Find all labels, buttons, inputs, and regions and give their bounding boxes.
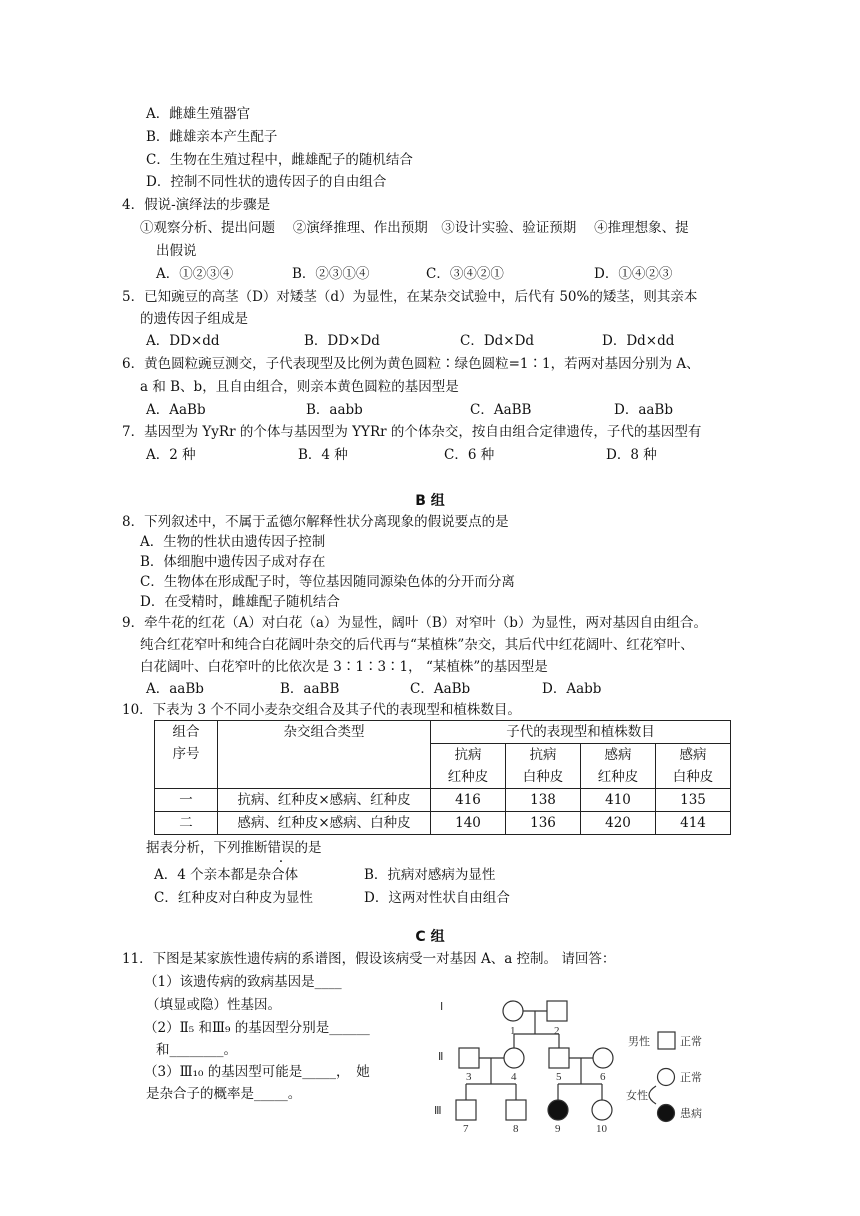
individual-5 [549,1048,569,1068]
pedigree-chart [430,990,720,1140]
row-value: 136 [506,812,581,835]
individual-9 [548,1100,568,1120]
header-group-id: 组合 序号 [155,721,218,789]
q10-stem: 10．下表为 3 个不同小麦杂交组合及其子代的表现型和植株数目。 [122,702,521,718]
individual-3 [459,1048,479,1068]
row-value: 140 [431,812,506,835]
legend-male-normal-icon [658,1032,675,1049]
q3-option-a: A．雌雄生殖器官 [146,106,251,122]
row-value: 414 [656,812,731,835]
row-value: 138 [506,789,581,812]
q6-line1: 6．黄色圆粒豌豆测交，子代表现型及比例为黄色圆粒∶绿色圆粒=1∶1，若两对基因分别为 A、 [122,356,700,372]
q9-option-a: A．aaBb [146,681,204,697]
q5-option-d: D．Dd×dd [602,333,675,349]
q10-option-b: B．抗病对感病为显性 [364,867,496,883]
row-cross: 抗病、红种皮×感病、红种皮 [218,789,431,812]
q10-ask-post: 的是 [294,840,322,856]
q4-option-b: B．②③①④ [292,266,370,282]
q9-option-c: C．AaBb [410,681,471,697]
group-c-heading: C 组 [415,929,445,945]
num-7: 7 [463,1123,469,1135]
num-1: 1 [510,1025,516,1037]
q3-option-b: B．雌雄亲本产生配子 [146,129,278,145]
q5-option-c: C．Dd×Dd [460,333,535,349]
legend-female-affected-label: 患病 [680,1108,702,1120]
q10-ask-pre: 据表分析，下列推断 [146,840,268,856]
num-9: 9 [555,1123,561,1135]
q5-line1: 5．已知豌豆的高茎（D）对矮茎（d）为显性，在某杂交试验中，后代有 50%的矮茎，则其亲本 [122,289,698,305]
header-sub-2: 抗病 白种皮 [506,744,581,789]
q7-line1: 7．基因型为 YyRr 的个体与基因型为 YYRr 的个体杂交，按自由组合定律遗传，子代的基因型有 [122,424,702,440]
q8-option-a: A．生物的性状由遗传因子控制 [140,534,326,550]
q8-option-c: C．生物体在形成配子时，等位基因随同源染色体的分开而分离 [140,574,515,590]
q7-option-c: C．6 种 [444,447,495,463]
q8-option-b: B．体细胞中遗传因子成对存在 [140,554,326,570]
header-sub-3: 感病 红种皮 [581,744,656,789]
q9-option-b: B．aaBB [280,681,340,697]
q10-option-a: A．4 个亲本都是杂合体 [154,867,299,883]
row-id: 一 [155,789,218,812]
header-cross-type: 杂交组合类型 [218,721,431,789]
legend-male-normal-label: 正常 [680,1036,702,1048]
q10-ask [146,838,322,858]
group-b-heading: B 组 [415,493,445,509]
q9-line3: 白花阔叶、白花窄叶的比依次是 3∶1∶3∶1， “某植株”的基因型是 [140,659,548,675]
q11-part3b: 是杂合子的概率是_____。 [146,1086,302,1102]
q7-option-b: B．4 种 [298,447,348,463]
num-6: 6 [600,1071,606,1083]
legend-male-label: 男性 [628,1036,650,1048]
row-value: 420 [581,812,656,835]
q3-option-c: C．生物在生殖过程中，雌雄配子的随机结合 [146,152,413,168]
num-10: 10 [596,1123,607,1135]
q6-option-c: C．AaBB [470,402,532,418]
q9-line2: 纯合红花窄叶和纯合白花阔叶杂交的后代再与“某植株”杂交，其后代中红花阔叶、红花窄叶、 [140,637,694,653]
q4-stem: 4．假说-演绎法的步骤是 [122,197,271,213]
num-8: 8 [513,1123,519,1135]
legend-female-normal-icon [658,1069,675,1086]
row-value: 416 [431,789,506,812]
q11-part1b: （填显或隐）性基因。 [146,997,281,1013]
num-2: 2 [554,1025,560,1037]
row-cross: 感病、红种皮×感病、白种皮 [218,812,431,835]
individual-2 [547,1001,567,1021]
q5-option-a: A．DD×dd [146,333,220,349]
gen-label-1: Ⅰ [440,1001,444,1013]
individual-6 [593,1048,613,1068]
individual-1 [503,1001,523,1021]
q4-steps-line1: ①观察分析、提出问题 ②演绎推理、作出预期 ③设计实验、验证预期 ④推理想象、提 [140,220,689,236]
legend-female-label: 女性 [626,1090,648,1102]
q4-steps-line2: 出假说 [156,243,197,259]
q11-part3a: （3）Ⅲ₁₀ 的基因型可能是_____， 她 [144,1064,370,1080]
q11-stem: 11．下图是某家族性遗传病的系谱图，假设该病受一对基因 A、a 控制。 请回答： [122,951,616,967]
q10-option-c: C．红种皮对白种皮为显性 [154,890,313,906]
q6-option-b: B．aabb [306,402,363,418]
q5-line2: 的遗传因子组成是 [140,311,248,327]
legend-female-affected-icon [658,1105,675,1122]
header-sub-1: 抗病 红种皮 [431,744,506,789]
row-value: 410 [581,789,656,812]
q9-line1: 9．牵牛花的红花（A）对白花（a）为显性，阔叶（B）对窄叶（b）为显性，两对基因自由组合。 [122,615,707,631]
q7-option-a: A．2 种 [146,447,196,463]
q6-line2: a 和 B、b，且自由组合，则亲本黄色圆粒的基因型是 [140,379,459,395]
q11-part2b: 和________。 [156,1042,237,1058]
individual-7 [456,1100,476,1120]
num-4: 4 [511,1071,517,1083]
individual-4 [504,1048,524,1068]
q10-option-d: D．这两对性状自由组合 [364,890,510,906]
individual-10 [592,1100,612,1120]
q5-option-b: B．DD×Dd [304,333,380,349]
q10-ask-emphasis: 错误 [267,840,295,856]
row-value: 135 [656,789,731,812]
gen-label-3: Ⅲ [434,1105,442,1117]
q8-option-d: D．在受精时，雌雄配子随机结合 [140,594,340,610]
table-row [155,789,731,812]
q3-option-d: D．控制不同性状的遗传因子的自由组合 [146,174,387,190]
legend-female-normal-label: 正常 [680,1072,702,1084]
num-3: 3 [466,1071,472,1083]
q8-stem: 8．下列叙述中，不属于孟德尔解释性状分离现象的假说要点的是 [122,514,509,530]
header-sub-4: 感病 白种皮 [656,744,731,789]
q11-part2a: （2）Ⅱ₅ 和Ⅲ₉ 的基因型分别是______ [144,1020,370,1036]
q6-option-d: D．aaBb [614,402,673,418]
q6-option-a: A．AaBb [146,402,206,418]
individual-8 [506,1100,526,1120]
q4-option-a: A．①②③④ [156,266,234,282]
cross-results-table [154,720,731,835]
row-id: 二 [155,812,218,835]
q4-option-d: D．①④②③ [594,266,673,282]
table-row [155,812,731,835]
q9-option-d: D．Aabb [542,681,602,697]
gen-label-2: Ⅱ [438,1051,444,1063]
q7-option-d: D．8 种 [606,447,657,463]
q4-option-c: C．③④②① [426,266,504,282]
header-offspring: 子代的表现型和植株数目 [431,721,731,744]
num-5: 5 [556,1071,562,1083]
q11-part1a: （1）该遗传病的致病基因是____ [144,974,342,990]
